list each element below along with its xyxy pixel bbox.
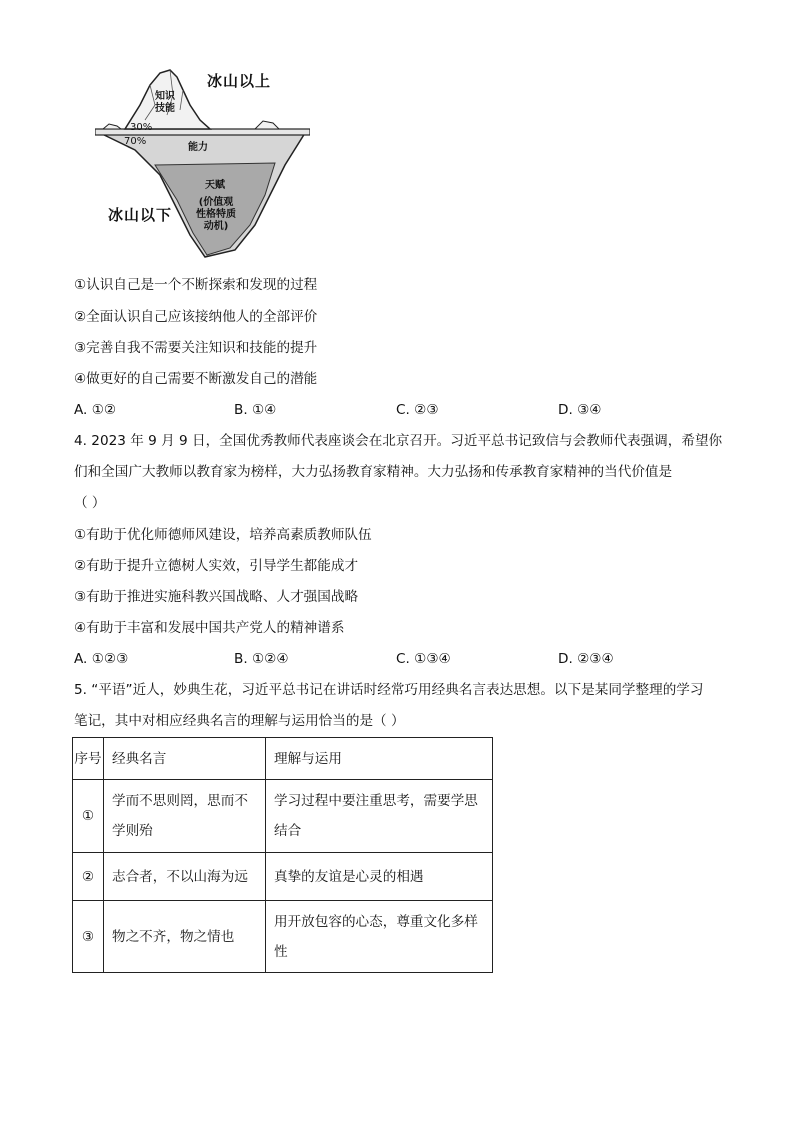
- table-row: [73, 853, 493, 901]
- q3-statement-4: ④做更好的自己需要不断激发自己的潜能: [74, 371, 318, 387]
- table-row: [73, 901, 493, 973]
- mid-label: 能力: [188, 142, 208, 153]
- label-above-water: 冰山以上: [207, 72, 272, 90]
- q4-option-b[interactable]: B. ①②④: [234, 651, 289, 667]
- q3-statement-1: ①认识自己是一个不断探索和发现的过程: [74, 277, 318, 293]
- q3-statement-2: ②全面认识自己应该接纳他人的全部评价: [74, 309, 318, 325]
- row-3-index: ③: [73, 901, 104, 973]
- base-label: 天赋: [205, 180, 225, 191]
- row-3-understanding: 用开放包容的心态，尊重文化多样性: [266, 901, 493, 973]
- table-header-row: [73, 738, 493, 780]
- header-quote: 经典名言: [104, 738, 266, 780]
- q3-option-c[interactable]: C. ②③: [396, 402, 439, 418]
- row-1-index: ①: [73, 780, 104, 853]
- q3-option-d[interactable]: D. ③④: [558, 402, 602, 418]
- header-understanding: 理解与运用: [266, 738, 493, 780]
- q4-statement-3: ③有助于推进实施科教兴国战略、人才强国战略: [74, 589, 359, 605]
- pct-bottom-label: 70%: [124, 136, 147, 147]
- row-2-index: ②: [73, 853, 104, 901]
- label-below-water: 冰山以下: [108, 206, 173, 224]
- q4-statement-1: ①有助于优化师德师风建设，培养高素质教师队伍: [74, 527, 372, 543]
- q4-stem-line-1: 4. 2023 年 9 月 9 日，全国优秀教师代表座谈会在北京召开。习近平总书记致信与会教师代表强调，希望你: [74, 433, 723, 449]
- row-1-understanding: 学习过程中要注重思考，需要学思结合: [266, 780, 493, 853]
- q5-stem-line-2: 笔记，其中对相应经典名言的理解与运用恰当的是（ ）: [74, 713, 405, 729]
- q4-stem-line-2: 们和全国广大教师以教育家为榜样，大力弘扬教育家精神。大力弘扬和传承教育家精神的当代价值是: [74, 464, 673, 480]
- q4-statement-2: ②有助于提升立德树人实效，引导学生都能成才: [74, 558, 359, 574]
- header-index: 序号: [73, 738, 104, 780]
- table-row: [73, 780, 493, 853]
- q3-statement-3: ③完善自我不需要关注知识和技能的提升: [74, 340, 318, 356]
- q5-stem-line-1: 5. “平语”近人，妙典生花，习近平总书记在讲话时经常巧用经典名言表达思想。以下是某同学整理的学习: [74, 682, 704, 698]
- q4-option-a[interactable]: A. ①②③: [74, 651, 129, 667]
- base-sub-label: (价值观 性格特质 动机): [196, 197, 236, 232]
- row-3-quote: 物之不齐，物之情也: [104, 901, 266, 973]
- water-line: [95, 129, 310, 135]
- study-notes-table: [72, 737, 493, 973]
- q4-option-d[interactable]: D. ②③④: [558, 651, 614, 667]
- row-1-quote: 学而不思则罔，思而不学则殆: [104, 780, 266, 853]
- q3-option-a[interactable]: A. ①②: [74, 402, 117, 418]
- q4-statement-4: ④有助于丰富和发展中国共产党人的精神谱系: [74, 620, 345, 636]
- row-2-understanding: 真挚的友谊是心灵的相遇: [266, 853, 493, 901]
- q4-stem-line-3: （ ）: [74, 495, 106, 511]
- tip-label: 知识 技能: [155, 91, 175, 114]
- q3-option-b[interactable]: B. ①④: [234, 402, 277, 418]
- q4-option-c[interactable]: C. ①③④: [396, 651, 451, 667]
- row-2-quote: 志合者，不以山海为远: [104, 853, 266, 901]
- pct-top-label: 30%: [130, 122, 153, 133]
